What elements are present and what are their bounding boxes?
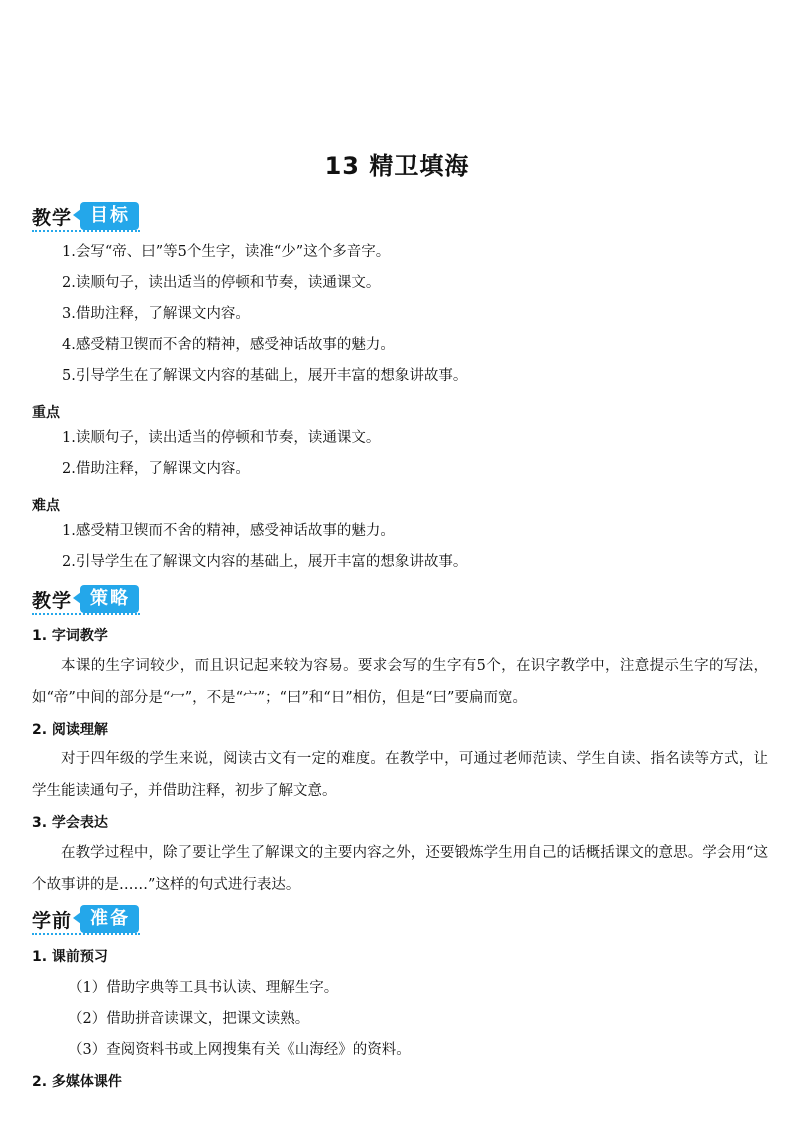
strategy-paragraph: 对于四年级的学生来说，阅读古文有一定的难度。在教学中，可通过老师范读、学生自读、指名读等方式，让学生能读通句子，并借助注释，初步了解文意。: [32, 751, 768, 799]
strategy-title: 2. 阅读理解: [32, 722, 108, 738]
goal-item: 5.引导学生在了解课文内容的基础上，展开丰富的想象讲故事。: [62, 368, 468, 384]
section-tag-label: 目标: [90, 205, 131, 226]
section-label: 教学: [32, 206, 73, 229]
strategy-title: 3. 学会表达: [32, 815, 108, 831]
key-point-item: 1.读顺句子，读出适当的停顿和节奏，读通课文。: [62, 430, 381, 446]
prep-item: （1）借助字典等工具书认读、理解生字。: [68, 980, 339, 996]
strategy-title: 1. 字词教学: [32, 628, 108, 644]
goal-item: 3.借助注释，了解课文内容。: [62, 306, 250, 322]
section-tag: [80, 905, 139, 933]
section-header-strategy: [32, 584, 139, 614]
section-divider: [32, 230, 140, 232]
goal-item: 2.读顺句子，读出适当的停顿和节奏，读通课文。: [62, 275, 381, 291]
section-tag-label: 策略: [90, 588, 131, 609]
strategy-paragraph: 本课的生字词较少，而且识记起来较为容易。要求会写的生字有5个，在识字教学中，注意提示生字的写法，如“帝”中间的部分是“冖”，不是“宀”；“曰”和“日”相仿，但是“曰”要扁而宽。: [32, 658, 768, 706]
section-label: 学前: [32, 909, 73, 932]
prep-title: 1. 课前预习: [32, 949, 108, 965]
prep-item: （2）借助拼音读课文，把课文读熟。: [68, 1011, 310, 1027]
section-divider: [32, 933, 140, 935]
section-tag-label: 准备: [90, 908, 131, 929]
key-points-title: 重点: [32, 405, 60, 421]
tag-notch: [73, 592, 81, 604]
tag-notch: [73, 912, 81, 924]
section-label: 教学: [32, 589, 73, 612]
tag-notch: [73, 209, 81, 221]
key-point-item: 2.借助注释，了解课文内容。: [62, 461, 250, 477]
difficulty-title: 难点: [32, 498, 60, 514]
strategy-paragraph: 在教学过程中，除了要让学生了解课文的主要内容之外，还要锻炼学生用自己的话概括课文的意思。学会用“这个故事讲的是……”这样的句式进行表达。: [32, 845, 768, 893]
goal-item: 4.感受精卫锲而不舍的精神，感受神话故事的魅力。: [62, 337, 395, 353]
section-divider: [32, 613, 140, 615]
difficulty-item: 1.感受精卫锲而不舍的精神，感受神话故事的魅力。: [62, 523, 395, 539]
goal-item: 1.会写“帝、曰”等5个生字，读准“少”这个多音字。: [62, 244, 391, 260]
section-header-goals: [32, 201, 139, 231]
media-title: 2. 多媒体课件: [32, 1074, 122, 1090]
section-tag: [80, 585, 139, 613]
page-title: 13 精卫填海: [324, 152, 470, 180]
section-tag: [80, 202, 139, 230]
difficulty-item: 2.引导学生在了解课文内容的基础上，展开丰富的想象讲故事。: [62, 554, 468, 570]
section-header-preparation: [32, 904, 139, 934]
prep-item: （3）查阅资料书或上网搜集有关《山海经》的资料。: [68, 1042, 411, 1058]
